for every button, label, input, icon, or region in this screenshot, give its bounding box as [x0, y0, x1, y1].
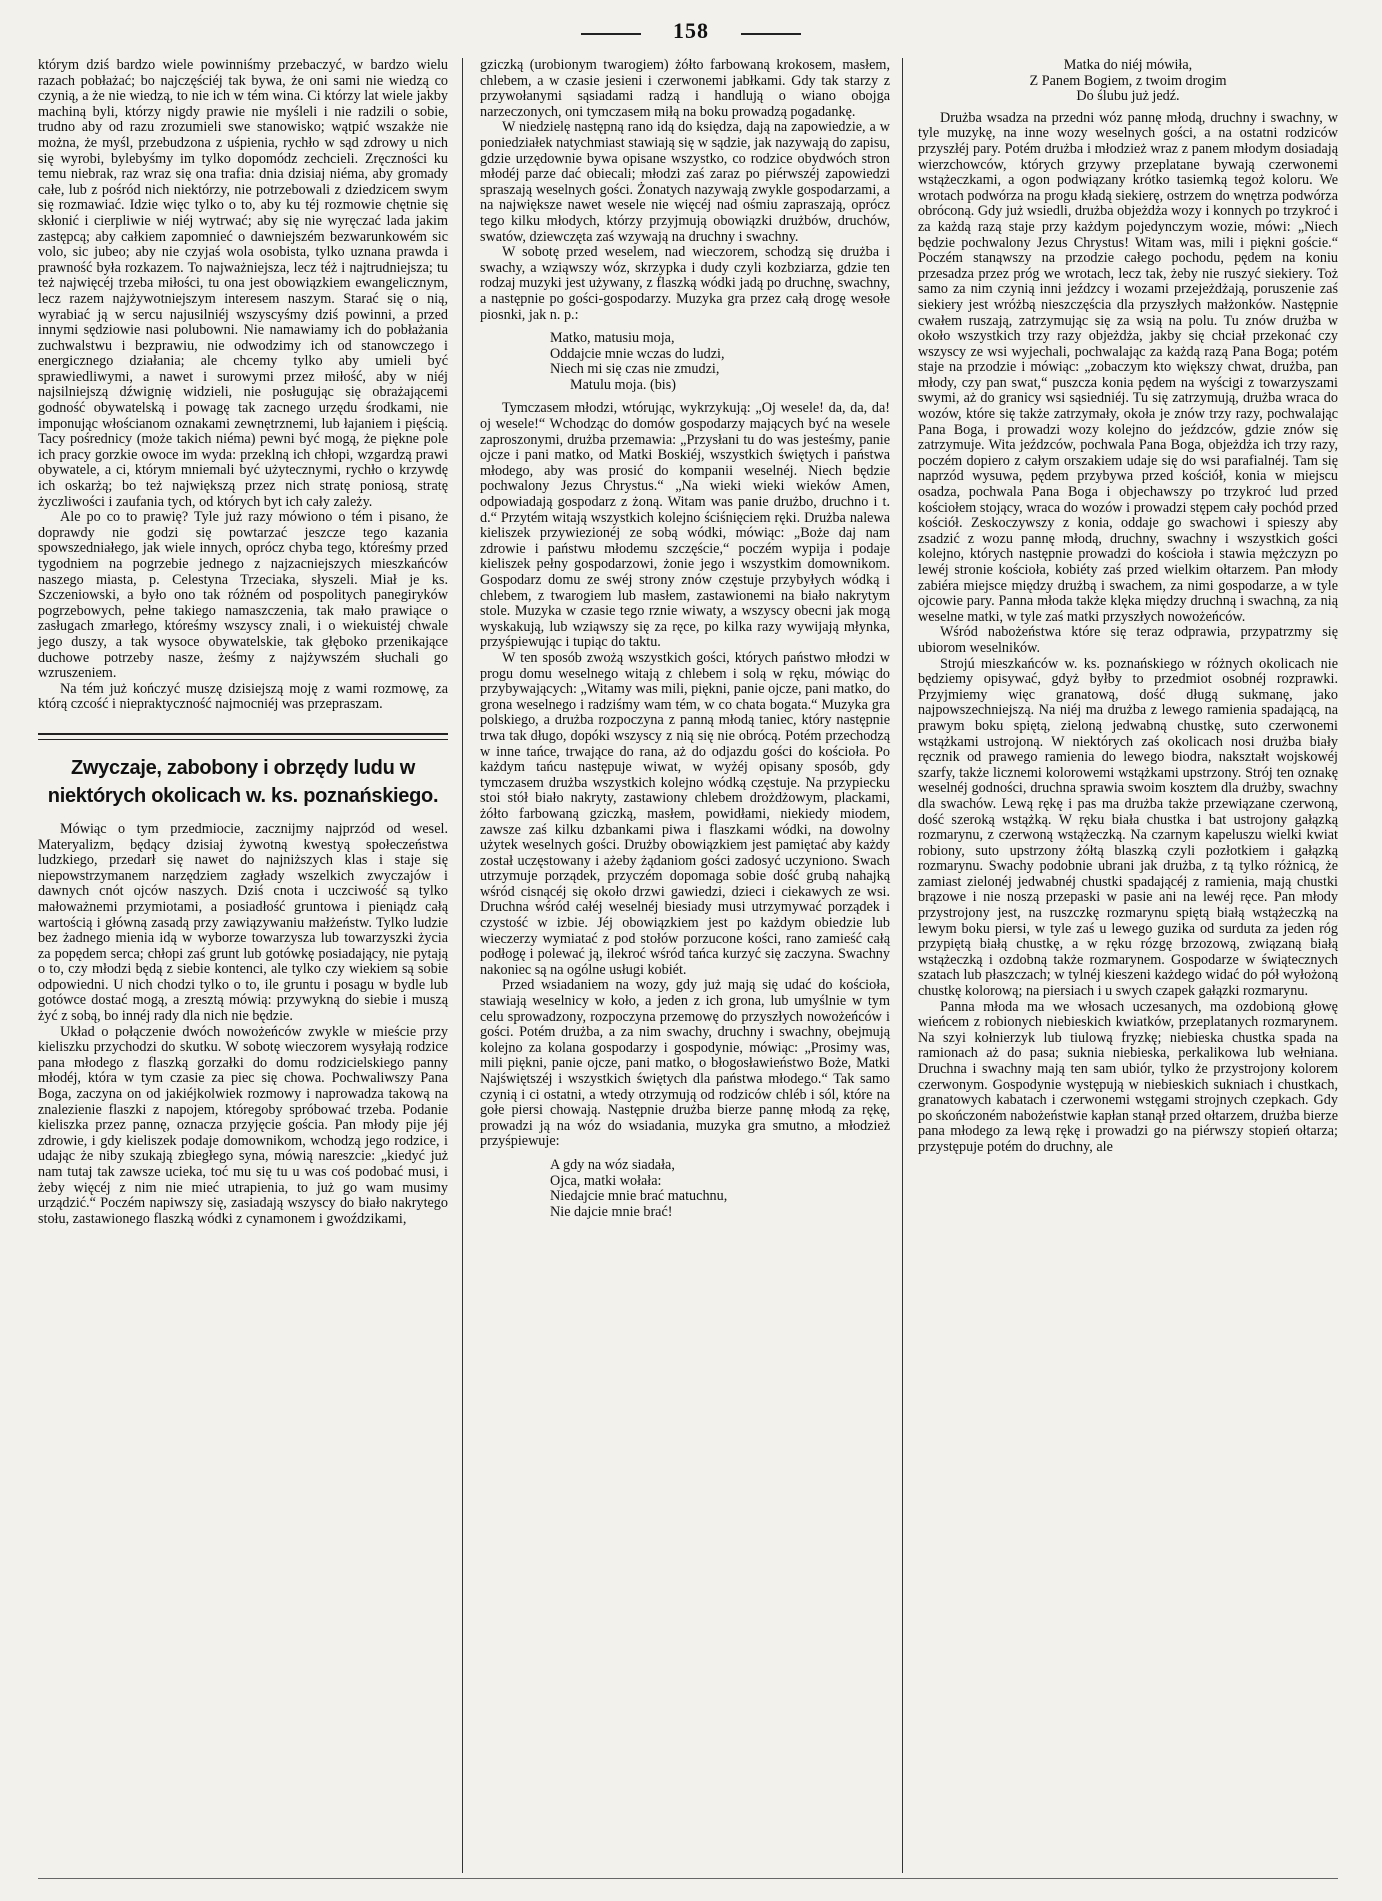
verse-line: Oddajcie mnie wczas do ludzi, [550, 345, 725, 362]
verse-line: Matko, matusiu moja, [550, 330, 675, 347]
verse-line: Matulu moja. (bis) [570, 376, 676, 393]
paragraph: W sobotę przed weselem, nad wieczorem, schodzą się drużba i swachy, a wziąwszy wóz, skrzypka i dudy czyli kozbziarza, gdzie ten rodzaj muzyki jest używany, z flaszką wódki jadą po druchnę, swachny, a następnie po gości-gospodarzy. Muzyka gra przez całą drogę wesołe piosnki, jak n. p.: [480, 244, 890, 323]
page-header [0, 8, 1382, 48]
paragraph: którym dziś bardzo wiele powinniśmy przebaczyć, w bardzo wielu razach pobłażać; bo najczęściéj tak bywa, że oni sami nie wiedzą co czynią, a że nie wiedzą, to nie ich w tém wina. Ci którzy lat wiele jakby machiną byli, którzy nigdy prawie nie myśleli i nie radzili o sobie, trudno aby od razu zrozumieli swe stanowisko; wątpić wszakże nie można, że myśl, przebudzona z uśpienia, rychło w sąd zdrowy u nich się wyrobi, bylebyśmy im tylko dopomódz zechcieli. Zręczności ku temu niebrak, raz wraz się ona trafia: dnia dzisiaj niéma, aby gromady całe, lub z pośród nich niektórzy, nie potrzebowali z dziedzicem swym się rozmawiać. Idzie więc tylko o to, aby ku téj rozmowie chętnie się skłonić i cierpliwie w niéj wytrwać; aby się nie wyręczać lada jakim zastępcą; aby całkiem zapomnieć o dawniejszém bezwarunkowém sic volo, sic jubeo; aby nie czyjaś wola osobista, tylko uznana prawda i prawność była rozkazem. To najważniejsza, lecz téż i najtrudniejsza; tu też najwięcéj trzeba miłości, tu ona jest obowiązkiem ewangelicznym, lecz razem najżywotniejszym interesem naszym. Starać się o nią, wyrabiać ją w sercu najusilniéj wszyscyśmy dziś powinni, a przed innymi sędziowie nasi polubowni. Nie namawiamy ich do pobłażania zuchwalstwu i bezprawiu, nie odwodzimy ich od stanowczego i energicznego działania; ale chcemy tylko aby umieli być sprawiedliwymi, a nawet i surowymi przez miłość, aby w niéj najsilniejszą dźwignię widzieli, nie posługując się obrażającemi godność obywatelską i powagę tak zacnego urzędu środkami, nie imponując włościanom oznakami zewnętrznemi, lub łajaniem i pięścią. Tacy pośrednicy (może takich niéma) pewni być mogą, że piękne pole ich pracy gorzkie owoce im wyda: przeklną ich chłopi, wzgardzą prawi obywatele, a ci, którym mniemali być użytecznymi, rychło o krzywdę ich oskarżą; bo też największą przez nich stratę poniosą, stratę życzliwości i zaufania tych, od których byt ich cały zależy. [38, 57, 448, 510]
verse-line: Do ślubu już jedź. [1076, 88, 1180, 105]
paragraph: gziczką (urobionym twarogiem) żółto farbowaną krokosem, masłem, chlebem, a w czasie jesieni i czerwonemi jabłkami. Gdy tak starzy z przywołanymi sąsiadami radzą i handlują o wiano obojga narzeczonych, oni tymczasem miłą na boku prowadzą pogadankę. [480, 57, 890, 120]
column-left [38, 58, 448, 1227]
section-divider [38, 733, 448, 735]
header-rule-right [741, 33, 801, 35]
verse-line: Z Panem Bogiem, z twoim drogim [1029, 72, 1227, 89]
verse-line: Nie dajcie mnie brać! [550, 1203, 673, 1220]
verse-line: Niech mi się czas nie zmudzi, [550, 361, 720, 378]
paragraph: W niedzielę następną rano idą do księdza, dają na zapowiedzie, a w poniedziałek natychmiast stawiają się w sądzie, jak nazywają do zapisu, gdzie urzędownie bywa opisane wszystko, co rodzice obydwóch stron młodéj parze dać obiecali; młodzi zaś zaraz po piérwszéj zapowiedzi spraszają weselnych gości. Żonatych nazywają zwykle gospodarzami, a na największe nawet wesele nie więcéj nad ośmiu zapraszają, oprócz tego kilku młodych, którzy przyjmują obowiązki drużbów, druchów, swatów, dziewczęta zaś wzywają na druchny i swachny. [480, 119, 890, 245]
verse-line: A gdy na wóz siadała, [550, 1156, 675, 1173]
page-number: 158 [673, 18, 709, 43]
column-divider [902, 58, 903, 1873]
column-right [918, 58, 1338, 1156]
song-verse [550, 331, 890, 393]
paragraph: Panna młoda ma we włosach uczesanych, ma ozdobioną głowę wieńcem z robionych niebieskich kwiatków, przeplatanych rozmarynem. Na szyi kołnierzyk lub tiulową fryzkę; niebieska chustka spada na ramionach aż do pasa; suknia niebieska, perkalikowa lub wełniana. Druchna i swachny mają ten sam ubiór, tylko że przystrojony kolorem czerwonym. Gospodynie występują w niebieskich sukniach i chustkach, granatowych kabatach i czerwonemi wstęgami strojnych czepkach. Gdy po skończoném nabożeństwie kapłan stanął przed ołtarzem, drużba bierze pana młodego za lewą rękę i prowadzi go na piérwszy stopień ołtarza; przystępuje potém do druchny, ale [918, 998, 1338, 1155]
paragraph: Wśród nabożeństwa które się teraz odprawia, przypatrzmy się ubiorom weselników. [918, 624, 1338, 656]
paragraph: Na tém już kończyć muszę dzisiejszą moję z wami rozmowę, za którą czcość i niepraktyczność najmocniéj was przepraszam. [38, 680, 448, 713]
paragraph: W ten sposób zwożą wszystkich gości, których państwo młodzi w progu domu weselnego witają z chlebem i solą w ręku, mówiąc do przybywających: „Witamy was mili, piękni, panie ojcze, pani matko, do grona weselnego i radziśmy wam tém, w co chata bogata.“ Muzyka gra polskiego, a drużba rozpoczyna z panną młodą taniec, który następnie trwa tak długo, dopóki wszyscy z nią się nie obrócą. Potém przechodzą w inne tańce, trwające do rana, aż do odjazdu gości do kościoła. Po każdym tańcu następuje wiwat, w wyżéj opisany sposób, gdy tymczasem drużba wszystkich kolejno wódką częstuje. Na przypiecku stoi stół biało nakryty, zastawiony chlebem drożdżowym, plackami, żółto farbowaną gziczką, masłem, powidłami, niekiedy miodem, zawsze zaś kilku dzbankami piwa i flaszkami wódki, na dowolny użytek weselnych gości. Drużby obowiązkiem jest pamiętać aby każdy został uczęstowany i ażeby żądaniom gości zadosyć uczyniono. Swach utrzymuje porządek, przyczém dopomaga sobie dość grubą nahajką wśród cisnącéj się około drzwi gawiedzi, dzieci i ciekawych ze wsi. Druchna wśród całéj weselnéj biesiady musi utrzymywać porządek i czystość w izbie. Jéj obowiązkiem jest po każdym obiedzie lub wieczerzy wymiatać z pod stołów porzucone kości, rano zamieść całą podłogę i polewać ją, ilekroć wśród tańca kurzyć się zaczyna. Swachny nakoniec są na ogólne usługi kobiét. [480, 649, 890, 978]
paragraph: Przed wsiadaniem na wozy, gdy już mają się udać do kościoła, stawiają weselnicy w koło, a jeden z ich grona, lub umyślnie w tym celu sprowadzony, rozpoczyna przemowę do przyszłych nowożeńców i gości. Potém drużba, a za nim swachy, druchny i swachny, obejmują kolejno za kolana gospodarzy i gospodynie, mówiąc: „Prosimy was, mili piękni, panie ojcze, pani matko, o błogosławieństwo Boże, Matki Najświętszéj i wszystkich świętych dla państwa młodego.“ Tak samo czynią i ci ostatni, a wtedy otrzymują od rodziców chléb i sól, które na gołe piersi chowają. Następnie drużba bierze pannę młodą za rękę, prowadzi ją na wóz do wsiadania, muzyka gra smutno, a młodzież przyśpiewuje: [480, 977, 890, 1150]
header-rule-left [581, 33, 641, 35]
paragraph: Ale po co to prawię? Tyle już razy mówiono o tém i pisano, że doprawdy nie godzi się powtarzać jeszcze tego kazania spowszedniałego, jak wiele innych, oprócz chyba tego, któreśmy przed tygodniem na pogrzebie jednego z najzacniejszych mieszkańców naszego miasta, p. Celestyna Trzeciaka, słyszeli. Miał je ks. Szczeniowski, a było ono tak różném od pospolitych panegiryków pogrzebowych, pełne takiego namaszczenia, tak mało prawiące o zasługach zmarłego, któreśmy wszyscy znali, i o wiekuistéj chwale jego duszy, a tak wysoce obywatelskie, tak głęboko przenikające duchowe potrzeby nasze, żeśmy z najżywszém słuchali go wzruszeniem. [38, 509, 448, 682]
paragraph: Mówiąc o tym przedmiocie, zacznijmy najprzód od wesel. Materyalizm, będący dzisiaj żywotną kwestyą społeczeństwa ludzkiego, przedarł się nawet do najniższych klas i staje się niepowstrzymanem narzędziem zagłady wszelkich zwyczajów i dawnych cnót ojców naszych. Dziś cnota i uczciwość są tylko małoważnemi przymiotami, a posiadłość gruntowa i pieniądz całą wartością i główną zasadą przy zawiązywaniu małżeństw. Tylko ludzie bez żadnego mienia idą w wyborze towarzysza lub towarzyszki życia za popędem serca; chłopi zaś grunt lub gotówkę posiadający, nie pytają o to, czy młodzi będą z siebie kontenci, ale tylko czy wiekiem są sobie odpowiedni. U nich chodzi tylko o to, ile gruntu i posagu w bydle lub gotówce dostać mogą, a zresztą mówią: przywykną do siebie i muszą żyć z sobą, bo innéj rady dla nich nie będzie. [38, 820, 448, 1025]
verse-line: Niedajcie mnie brać matuchnu, [550, 1188, 728, 1205]
verse-line: Ojca, matki wołała: [550, 1172, 662, 1189]
paragraph: Tymczasem młodzi, wtórując, wykrzykują: „Oj wesele! da, da, da! oj wesele!“ Wchodząc do domów gospodarzy mających być na wesele zaproszonymi, drużba przemawia: „Przysłani tu do was jesteśmy, panie ojcze i pani matko, od Matki Boskiéj, wszystkich świętych i państwa młodego, aby was prosić do kompanii weselnéj. Niech będzie pochwalony Jezus Chrystus.“ „Na wieki wieki wieków Amen, odpowiadają gospodarz z żoną. Witam was panie drużbo, druchno i t. d.“ Przytém witają wszystkich kolejno ściśnięciem ręki. Drużba nalewa kieliszek przywiezionéj ze sobą wódki, mówiąc: „Boże daj nam zdrowie i państwu młodemu szczęście,“ poczém wypija i podaje kieliszek pełny gospodarzowi, żonie jego i wszystkim domownikom. Gospodarz domu ze swéj strony znów częstuje przybyłych wódką i chlebem, z twarogiem lub masłem, zastawionemi na biało nakrytym stole. Muzyka w czasie tego rznie wiwaty, a wszyscy obecni jak mogą wyskakują, lub wziąwszy się za ręce, po kilka razy wywijają młynka, przyśpiewując i tupiąc do taktu. [480, 400, 890, 651]
verse-line: Matka do niéj mówiła, [1063, 57, 1193, 73]
column-divider [462, 58, 463, 1873]
column-middle [480, 58, 890, 1228]
song-verse [918, 58, 1338, 105]
bottom-rule [38, 1878, 1338, 1879]
section-divider [38, 739, 448, 740]
paragraph: Układ o połączenie dwóch nowożeńców zwykle w mieście przy kieliszku przychodzi do skutku. W sobotę wieczorem wysyłają rodzice pana młodego z flaszką gorzałki do domu rodzicielskiego panny młodéj, która w tym czasie za piec się chowa. Pochwaliwszy Pana Boga, zaczyna on od jakiéjkolwiek rozmowy i naprowadza takową na znalezienie flaszki z napojem, któregoby spróbować trzeba. Podanie kieliszka przez pannę, oznacza przyjęcie gościa. Pan młody pije jéj zdrowie, i gdy kieliszek podaje domownikom, wchodzą jego rodzice, i udając że niby szukają zbiegłego syna, mówią nareszcie: „kiedyć już nam tutaj tak zawsze ucieka, toć mu się tu u was coś podobać musi, i żeby więcéj z nim nie mieć utrapienia, to już go wam musimy urządzić.“ Poczém napiwszy się, zasiadają wszyscy do biało nakrytego stołu, zastawionego flaszką wódki z cynamonem i gwoździkami, [38, 1023, 448, 1227]
article-title: Zwyczaje, zabobony i obrzędy ludu w niektórych okolicach w. ks. poznańskiego. [47, 756, 439, 807]
song-verse [550, 1158, 890, 1220]
paragraph: Drużba wsadza na przedni wóz pannę młodą, druchny i swachny, w tyle muzykę, na inne wozy weselnych gości, a na ostatni rodziców przyszłéj pary. Potém drużba i młodzież wraz z panem młodym dosiadają wierzchowców, których grzywy przeplatane bywają czerwonemi wstążeczkami, a ogon podwiązany krótko tasiemką tegoż koloru. We wrotach podwórza na progu kładą siekierę, ostrzem do wnętrza podwórza obróconą. Gdy już wsiedli, drużba objeżdża wozy i konnych po trzykroć i za każdą razą staje przy każdym pojedynczym wozie, mówi: „Niech będzie pochwalony Jezus Chrystus! Witam was, mili i piękni goście.“ Poczém stanąwszy na przodzie całego pochodu, pędem na koniu przesadza przez próg we wrotach, lecz tak, żeby nie ruszyć siekiery. Toż samo za nim czynią inni jeźdzcy i wozami przejeżdżają, poruszenie zaś siekiery jest wróżbą nieszczęścia dla przyszłych małżonków. Następnie cwałem ruszają, zatrzymując się za wsią na polu. Tu znów drużba w około wszystkich trzy razy objeżdża, jakby się chciał przekonać czy wszyscy ze wsi wyjechali, pochwalając za każdą razą Pana Boga; potém staje na przodzie i mówiąc: „zobaczym kto większy chwat, drużba, pan młody, czy pan swat,“ puszcza konia pędem na wyścigi z towarzyszami swymi, aż do granicy wsi sąsiedniéj. Tu się zatrzymują, drużba wraca do wozów, które się także zatrzymały, okoła je znów trzy razy, pochwalając Pana Boga, i prowadzi wozy kolejno do jeźdzców, gdzie znów się zatrzymuje. Wita jeźdzców, pochwala Pana Boga, objeżdża ich trzy razy, poczém dopiero z całym orszakiem udaje się do wsi parafialnéj. Tam się naprzód wysuwa, pędem przybywa przed kościół, konia w miejscu osadza, pochwala Pana Boga i objechawszy po trzykroć lud przed kościołem stojący, wraca do wozów i prowadzi stępem cały pochód przed kościół. Zeskoczywszy z konia, oddaje go swachowi i spieszy aby zsadzić z wozu pannę młodą, druchny, swachny i wszystkich gości kolejno, których następnie prowadzi do kościoła i stawia mężczyzn po lewéj stronie kościoła, kobiéty zaś przed wielkim ołtarzem. Pan młody zabiéra miejsce między drużbą i swachem, za nimi gospodarze, a w tyle ojcowie pary. Panna młoda także klęka między druchną i swachną, za nią weselne matki, w tyle zaś matki przyszłych nowożeńców. [918, 109, 1338, 625]
paragraph: Strojú mieszkańców w. ks. poznańskiego w różnych okolicach nie będziemy opisywać, gdyż byłby to przedmiot osobnéj rozprawki. Przyjmiemy więc granatową, dość długą sukmanę, jako najpowszechniejszą. Na niéj ma drużba z lewego ramienia spadającą, na prawym boku spiętą, zieloną jedwabną chustkę, suto czerwonemi wstążkami ustrojoną. W niektórych zaś okolicach nosi drużba biały ręcznik od prawego ramienia do lewego biodra, nakształt wojskowéj szarfy, także licznemi kolorowemi wstążkami upstrzony. Strój ten oznakę weselnéj godności, druchna sprawia swoim kosztem dla drużby, swachny dla swachów. Lewą rękę i pas ma drużba także przewiązane czerwoną, dość szeroką wstążką. W ręku biała chustka i bat ustrojony gałązką rozmarynu, z czerwoną wstążeczką. Na czarnym kapeluszu wielki kwiat robiony, suto upstrzony żółtą blaszką czyli pozłotkiem i gałązką rozmarynu. Swachy podobnie ubrani jak drużba, z tą tylko różnicą, że zamiast zielonéj jedwabnéj chustki spadającéj z ramienia, mają chustki brązowe i nie noszą przepaski w pasie ani na lewéj ręce. Pan młody przystrojony jest, na ruszczkę rozmarynu spiętą białą wstążeczką na lewym boku piersi, w tyle zaś u lewego guzika od surduta za jeden róg przypiętą białą chustkę, a w ręku rózgę brzozową, związaną białą wstążeczką i ozdobną także rozmarynem. Gospodarze w świątecznych szatach lub płaszczach; w tylnéj kieszeni każdego widać do pół wyłożoną chustkę kolorową; na piersiach i u swych czapek gałązki rozmarynu. [918, 655, 1338, 1000]
